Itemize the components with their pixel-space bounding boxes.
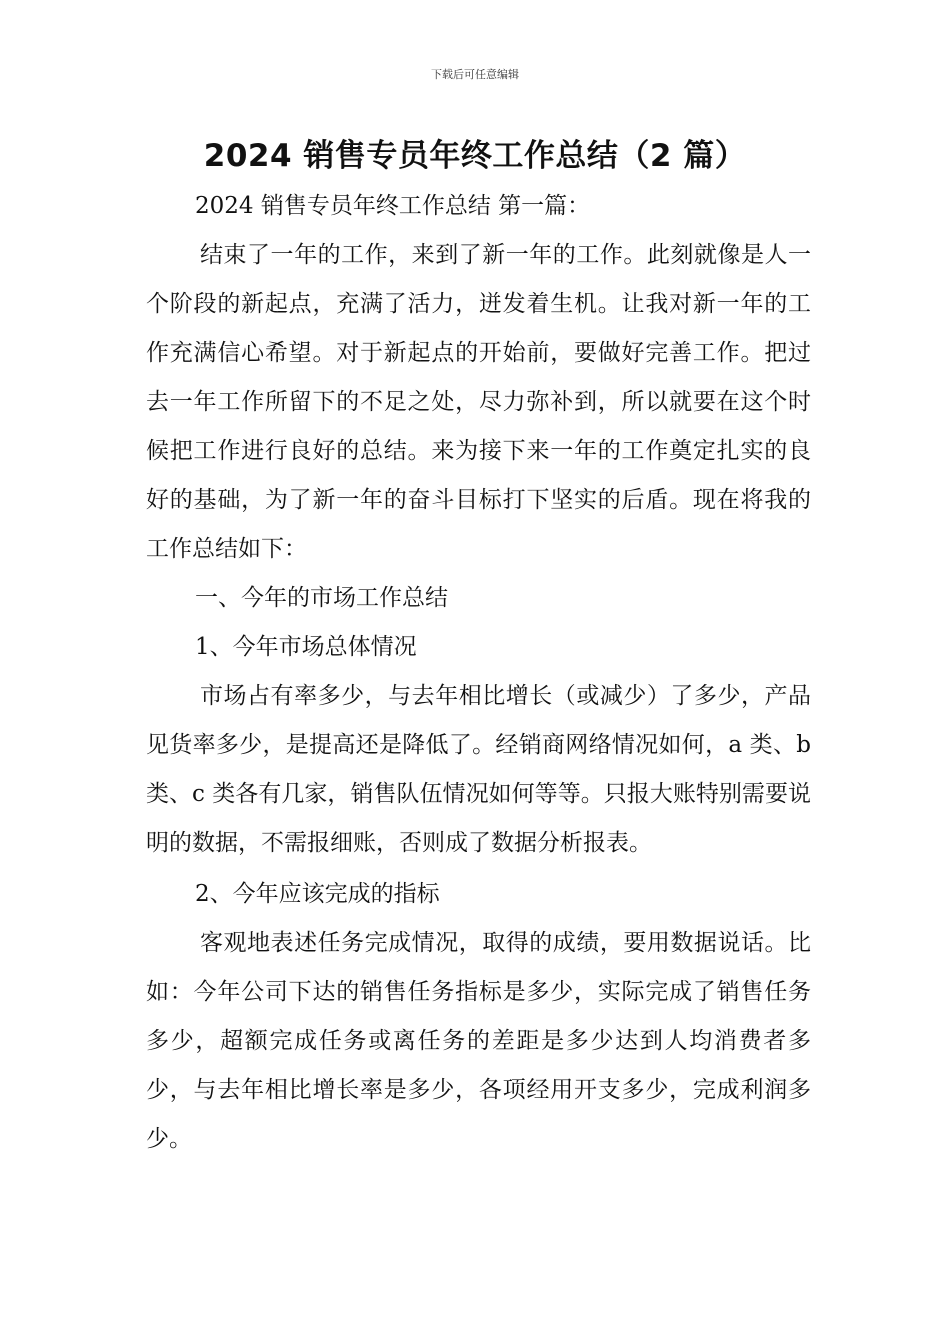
heading-targets: 2、今年应该完成的指标 xyxy=(195,881,440,907)
section-heading: 2024 销售专员年终工作总结 第一篇： xyxy=(195,193,591,219)
header-note: 下载后可任意编辑 xyxy=(431,68,519,81)
market-overall-paragraph: 市场占有率多少，与去年相比增长（或减少）了多少，产品见货率多少，是提高还是降低了。经销商网络情况如何，a 类、b 类、c 类各有几家，销售队伍情况如何等等。只报大账特别需要说明的数据，不需报细账，否则成了数据分析报表。 xyxy=(146,683,811,856)
heading-market-overall: 1、今年市场总体情况 xyxy=(195,634,417,660)
intro-paragraph: 结束了一年的工作，来到了新一年的工作。此刻就像是人一个阶段的新起点，充满了活力，迸发着生机。让我对新一年的工作充满信心希望。对于新起点的开始前，要做好完善工作。把过去一年工作所留下的不足之处，尽力弥补到，所以就要在这个时候把工作进行良好的总结。来为接下来一年的工作奠定扎实的良好的基础，为了新一年的奋斗目标打下坚实的后盾。现在将我的工作总结如下： xyxy=(146,242,811,562)
document-title: 2024 销售专员年终工作总结（2 篇） xyxy=(203,138,747,174)
heading-market-summary: 一、今年的市场工作总结 xyxy=(195,585,448,611)
document-body xyxy=(146,182,811,1164)
targets-paragraph: 客观地表述任务完成情况，取得的成绩，要用数据说话。比如：今年公司下达的销售任务指标是多少，实际完成了销售任务多少，超额完成任务或离任务的差距是多少达到人均消费者多少，与去年相比增长率是多少，各项经用开支多少，完成利润多少。 xyxy=(146,930,811,1152)
